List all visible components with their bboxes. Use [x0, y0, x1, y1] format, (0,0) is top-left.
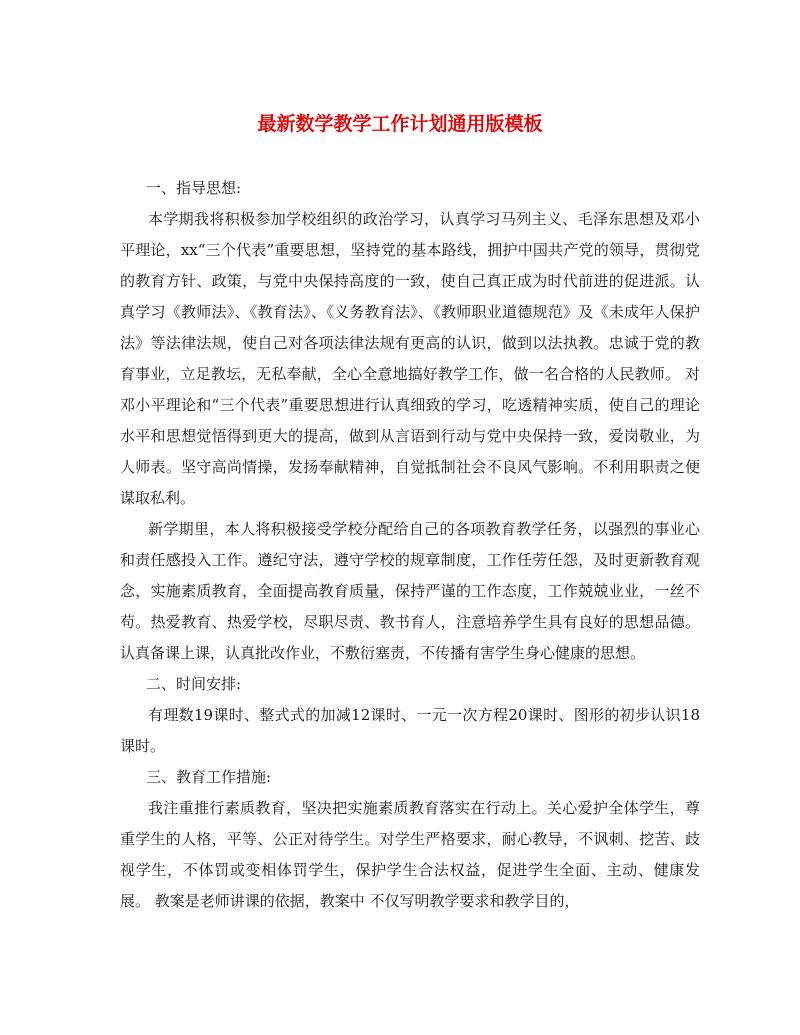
section-heading-time-schedule: 二、时间安排: — [146, 675, 242, 693]
document-body — [120, 173, 700, 917]
section-heading-guiding-thought: 一、指导思想: — [146, 179, 242, 197]
paragraph: 我注重推行素质教育，坚决把实施素质教育落实在行动上。关心爱护全体学生，尊重学生的人格，平等、公正对待学生。对学生严格要求，耐心教导，不讽刺、挖苦、歧视学生，不体罚或变相体罚学生，保护学生合法权益，促进学生全面、主动、健康发展。 教案是老师讲课的依据，教案中 不仅写明教学要求和教学目的， — [120, 799, 700, 910]
paragraph: 新学期里，本人将积极接受学校分配给自己的各项教育教学任务，以强烈的事业心和责任感投入工作。遵纪守法，遵守学校的规章制度，工作任劳任怨，及时更新教育观念，实施素质教育，全面提高教育质量，保持严谨的工作态度，工作兢兢业业，一丝不苟。热爱教育、热爱学校，尽职尽责、教书育人，注意培养学生具有良好的思想品德。认真备课上课，认真批改作业，不敷衍塞责，不传播有害学生身心健康的思想。 — [120, 520, 700, 662]
document-title: 最新数学教学工作计划通用版模板 — [257, 113, 543, 135]
paragraph: 本学期我将积极参加学校组织的政治学习，认真学习马列主义、毛泽东思想及邓小平理论，xx“三个代表”重要思想，坚持党的基本路线，拥护中国共产党的领导，贯彻党的教育方针、政策，与党中央保持高度的一致，使自己真正成为时代前进的促进派。认真学习《教师法》、《教育法》、《义务教育法》、《教师职业道德规范》及《未成年人保护法》等法律法规，使自己对各项法律法规有更高的认识，做到以法执教。忠诚于党的教育事业，立足教坛，无私奉献，全心全意地搞好教学工作，做一名合格的人民教师。 对邓小平理论和“三个代表”重要思想进行认真细致的学习，吃透精神实质，使自己的理论水平和思想觉悟得到更大的提高，做到从言语到行动与党中央保持一致，爱岗敬业，为人师表。坚守高尚情操，发扬奉献精神，自觉抵制社会不良风气影响。不利用职责之便谋取私利。 — [120, 210, 700, 507]
paragraph: 有理数19课时、整式式的加减12课时、一元一次方程20课时、图形的初步认识18课时。 — [120, 706, 700, 755]
section-heading-teaching-measures: 三、教育工作措施: — [146, 768, 272, 786]
